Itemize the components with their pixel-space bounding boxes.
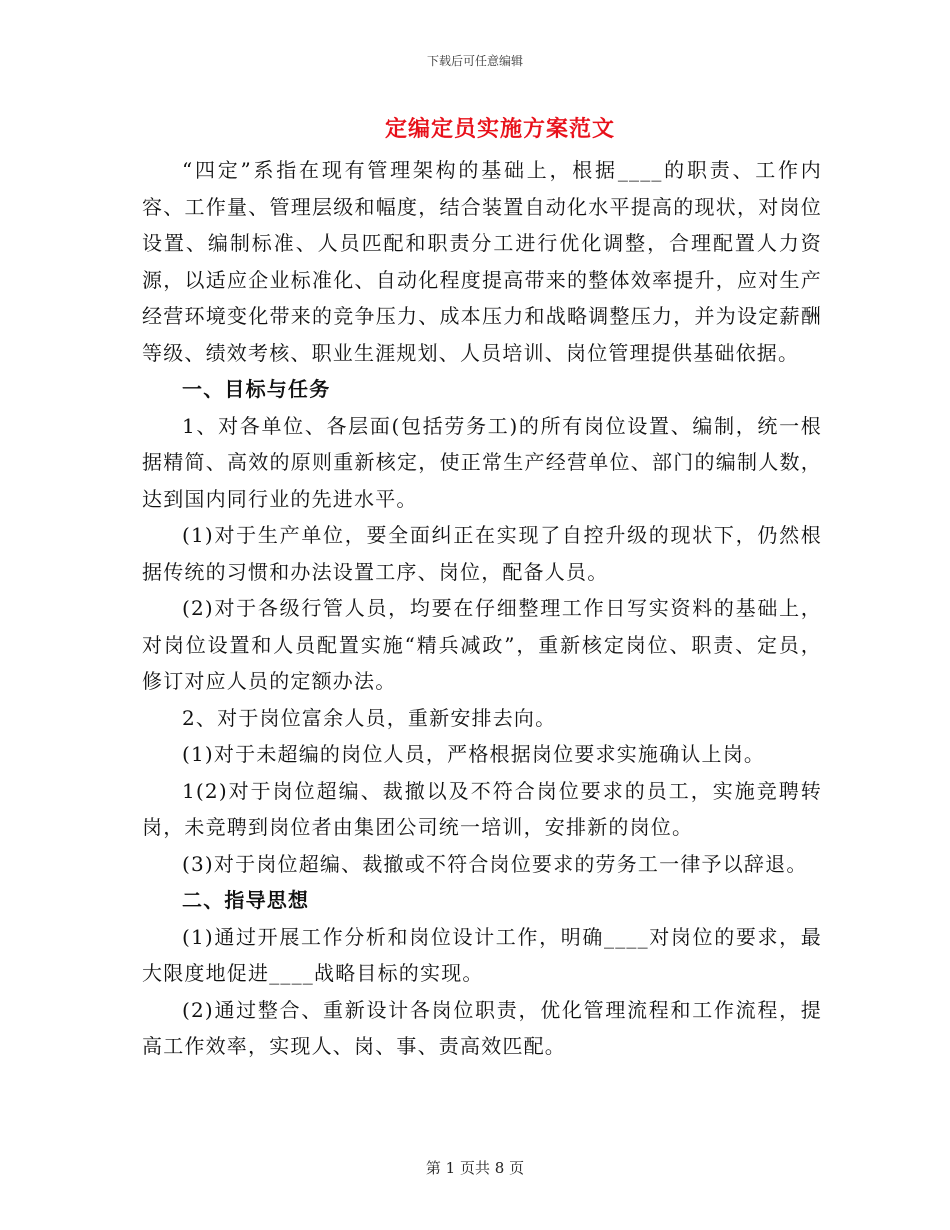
paragraph-guiding-1: (1)通过开展工作分析和岗位设计工作，明确____对岗位的要求，最大限度地促进____战略目标的实现。 [142, 924, 822, 985]
paragraph-goal-2-3: (3)对于岗位超编、裁撤或不符合岗位要求的劳务工一律予以辞退。 [182, 851, 808, 876]
paragraph-goal-1-2: (2)对于各级行管人员，均要在仔细整理工作日写实资料的基础上，对岗位设置和人员配置实施“精兵减政”，重新核定岗位、职责、定员，修订对应人员的定额办法。 [142, 596, 822, 693]
page-header-note: 下载后可任意编辑 [426, 54, 523, 68]
paragraph-guiding-2: (2)通过整合、重新设计各岗位职责，优化管理流程和工作流程，提高工作效率，实现人、岗、事、责高效匹配。 [142, 997, 822, 1058]
document-title: 定编定员实施方案范文 [384, 116, 615, 142]
paragraph-goal-2: 2、对于岗位富余人员，重新安排去向。 [182, 705, 557, 730]
paragraph-goal-2-2: 1(2)对于岗位超编、裁撤以及不符合岗位要求的员工，实施竞聘转岗，未竞聘到岗位者由集团公司统一培训，安排新的岗位。 [142, 778, 822, 839]
page-footer-number: 第 1 页共 8 页 [425, 1159, 525, 1177]
paragraph-intro: “四定”系指在现有管理架构的基础上，根据____的职责、工作内容、工作量、管理层级和幅度，结合装置自动化水平提高的现状，对岗位设置、编制标准、人员匹配和职责分工进行优化调整，合理配置人力资源，以适应企业标准化、自动化程度提高带来的整体效率提升，应对生产经营环境变化带来的竞争压力、成本压力和战略调整压力，并为设定薪酬等级、绩效考核、职业生涯规划、人员培训、岗位管理提供基础依据。 [142, 158, 822, 365]
section-heading-goals: 一、目标与任务 [182, 377, 331, 401]
paragraph-goal-2-1: (1)对于未超编的岗位人员，严格根据岗位要求实施确认上岗。 [182, 742, 766, 766]
document-body [142, 152, 822, 1065]
section-heading-guiding: 二、指导思想 [182, 888, 310, 912]
paragraph-goal-1: 1、对各单位、各层面(包括劳务工)的所有岗位设置、编制，统一根据精简、高效的原则重新核定，使正常生产经营单位、部门的编制人数，达到国内同行业的先进水平。 [142, 413, 822, 511]
paragraph-goal-1-1: (1)对于生产单位，要全面纠正在实现了自控升级的现状下，仍然根据传统的习惯和办法设置工序、岗位，配备人员。 [142, 523, 822, 584]
